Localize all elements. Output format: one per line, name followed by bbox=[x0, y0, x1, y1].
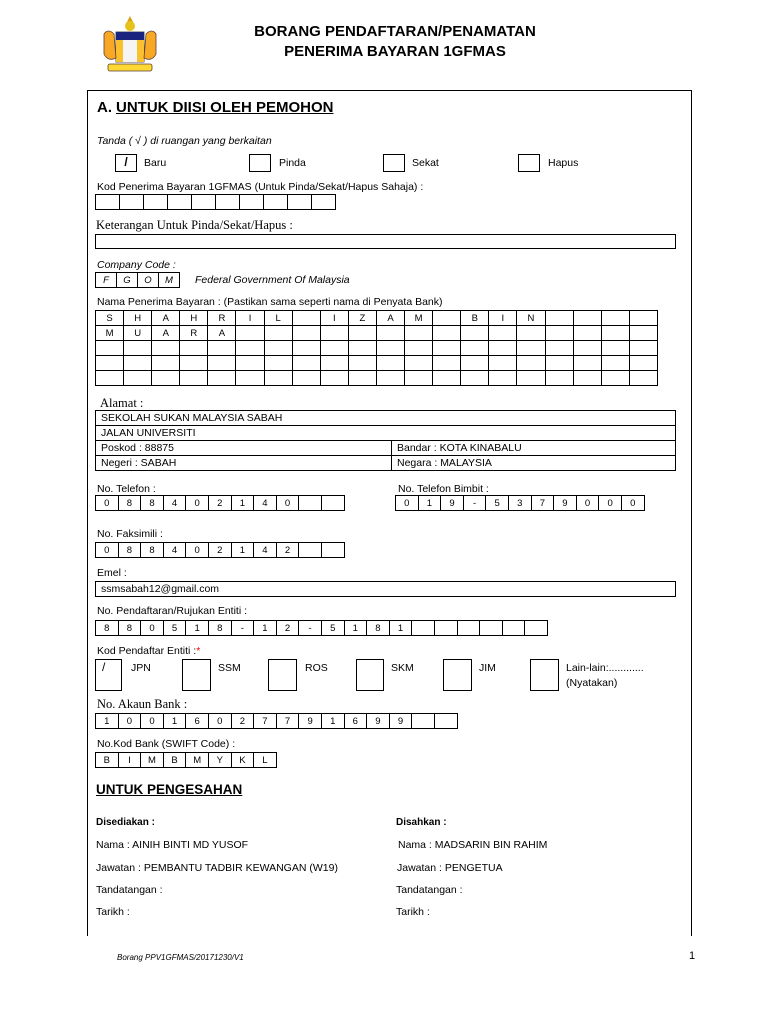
nama-char-cell[interactable] bbox=[573, 311, 601, 326]
nama-char-cell[interactable] bbox=[601, 371, 629, 386]
nama-char-cell[interactable] bbox=[601, 311, 629, 326]
telefon-char-cell[interactable]: 8 bbox=[118, 496, 141, 511]
nama-char-cell[interactable] bbox=[376, 326, 404, 341]
akaun-char-cell[interactable]: 9 bbox=[389, 714, 412, 729]
section-a-title: UNTUK DIISI OLEH PEMOHON bbox=[116, 99, 334, 116]
nama-char-cell[interactable] bbox=[433, 311, 461, 326]
checkbox-ros[interactable] bbox=[268, 659, 297, 691]
telefon-char-cell[interactable] bbox=[321, 496, 344, 511]
kod-penerima-grid[interactable] bbox=[95, 194, 336, 210]
swift-char-cell[interactable]: M bbox=[141, 753, 164, 768]
swift-char-cell[interactable]: B bbox=[96, 753, 119, 768]
label-sekat: Sekat bbox=[412, 157, 439, 169]
nama-char-cell[interactable] bbox=[180, 356, 208, 371]
nama-char-cell[interactable] bbox=[573, 356, 601, 371]
nama-char-cell[interactable]: U bbox=[124, 326, 152, 341]
nama-char-cell[interactable] bbox=[208, 356, 236, 371]
faksimili-char-cell[interactable]: 2 bbox=[276, 543, 299, 558]
faksimili-char-cell[interactable]: 8 bbox=[141, 543, 164, 558]
nama-char-cell[interactable] bbox=[545, 371, 573, 386]
swift-char-cell[interactable]: B bbox=[163, 753, 186, 768]
nama-char-cell[interactable] bbox=[292, 311, 320, 326]
nama-char-cell[interactable] bbox=[320, 326, 348, 341]
instruction-text: Tanda ( √ ) di ruangan yang berkaitan bbox=[97, 135, 272, 147]
label-ssm: SSM bbox=[218, 662, 241, 674]
tandatangan-disediakan: Tandatangan : bbox=[96, 884, 163, 896]
nama-char-cell[interactable] bbox=[405, 356, 433, 371]
pendaftaran-char-cell[interactable]: 5 bbox=[321, 621, 344, 636]
nama-char-cell[interactable]: A bbox=[152, 311, 180, 326]
faksimili-char-cell[interactable]: 8 bbox=[118, 543, 141, 558]
swift-char-cell[interactable]: I bbox=[118, 753, 141, 768]
nama-char-cell[interactable] bbox=[601, 326, 629, 341]
nama-char-cell[interactable] bbox=[489, 371, 517, 386]
nama-char-cell[interactable]: L bbox=[264, 311, 292, 326]
nama-char-cell[interactable] bbox=[292, 341, 320, 356]
nama-char-cell[interactable] bbox=[629, 356, 657, 371]
nama-char-cell[interactable] bbox=[489, 341, 517, 356]
nama-char-cell[interactable]: A bbox=[152, 326, 180, 341]
nama-char-cell[interactable]: H bbox=[180, 311, 208, 326]
alamat-line1[interactable]: SEKOLAH SUKAN MALAYSIA SABAH bbox=[96, 411, 676, 426]
nama-char-cell[interactable] bbox=[461, 356, 489, 371]
label-baru: Baru bbox=[144, 157, 167, 169]
nama-char-cell[interactable] bbox=[461, 371, 489, 386]
nama-char-cell[interactable] bbox=[629, 371, 657, 386]
telefon-bimbit-char-cell[interactable]: 0 bbox=[396, 496, 419, 511]
pendaftaran-char-cell[interactable]: 1 bbox=[186, 621, 209, 636]
swift-char-cell[interactable]: M bbox=[186, 753, 209, 768]
nama-penerima-grid[interactable] bbox=[95, 310, 658, 386]
nama-char-cell[interactable]: I bbox=[489, 311, 517, 326]
nama-char-cell[interactable]: R bbox=[180, 326, 208, 341]
nama-char-cell[interactable] bbox=[376, 356, 404, 371]
akaun-char-cell[interactable]: 1 bbox=[163, 714, 186, 729]
telefon-label: No. Telefon : bbox=[97, 483, 156, 495]
pendaftaran-char-cell[interactable] bbox=[434, 621, 457, 636]
nama-char-cell[interactable] bbox=[629, 311, 657, 326]
nama-char-cell[interactable] bbox=[433, 371, 461, 386]
nama-char-cell[interactable] bbox=[461, 326, 489, 341]
akaun-char-cell[interactable]: 9 bbox=[367, 714, 390, 729]
nama-char-cell[interactable]: N bbox=[517, 311, 545, 326]
akaun-char-cell[interactable]: 7 bbox=[276, 714, 299, 729]
nama-char-cell[interactable] bbox=[152, 341, 180, 356]
nama-char-cell[interactable] bbox=[517, 371, 545, 386]
telefon-char-cell[interactable]: 0 bbox=[276, 496, 299, 511]
kod-pendaftar-text: Kod Pendaftar Entiti : bbox=[97, 645, 197, 657]
akaun-char-cell[interactable]: 7 bbox=[254, 714, 277, 729]
nama-char-cell[interactable]: A bbox=[376, 311, 404, 326]
jawatan-disediakan: Jawatan : PEMBANTU TADBIR KEWANGAN (W19) bbox=[96, 862, 338, 874]
emel-field[interactable]: ssmsabah12@gmail.com bbox=[95, 581, 676, 597]
swift-char-cell[interactable]: L bbox=[254, 753, 277, 768]
pendaftaran-grid[interactable] bbox=[95, 620, 548, 636]
akaun-char-cell[interactable]: 0 bbox=[208, 714, 231, 729]
nama-char-cell[interactable] bbox=[208, 341, 236, 356]
keterangan-label: Keterangan Untuk Pinda/Sekat/Hapus : bbox=[96, 218, 293, 232]
nama-char-cell[interactable] bbox=[264, 326, 292, 341]
nama-char-cell[interactable] bbox=[517, 326, 545, 341]
telefon-bimbit-char-cell[interactable]: 0 bbox=[621, 496, 644, 511]
telefon-char-cell[interactable]: 0 bbox=[96, 496, 119, 511]
nama-disediakan: Nama : AINIH BINTI MD YUSOF bbox=[96, 839, 249, 851]
akaun-label: No. Akaun Bank : bbox=[97, 697, 188, 711]
pendaftaran-char-cell[interactable] bbox=[457, 621, 480, 636]
faksimili-grid[interactable] bbox=[95, 542, 345, 558]
label-hapus: Hapus bbox=[548, 157, 579, 169]
nama-label: Nama Penerima Bayaran : (Pastikan sama seperti nama di Penyata Bank) bbox=[97, 296, 443, 308]
nama-char-cell[interactable] bbox=[376, 371, 404, 386]
akaun-char-cell[interactable]: 0 bbox=[141, 714, 164, 729]
nama-char-cell[interactable] bbox=[348, 371, 376, 386]
telefon-bimbit-char-cell[interactable]: 3 bbox=[508, 496, 531, 511]
nama-char-cell[interactable] bbox=[180, 371, 208, 386]
form-title-line1: BORANG PENDAFTARAN/PENAMATAN bbox=[254, 23, 536, 40]
telefon-bimbit-grid[interactable] bbox=[395, 495, 645, 511]
tarikh-disahkan: Tarikh : bbox=[396, 906, 430, 918]
nama-char-cell[interactable] bbox=[124, 356, 152, 371]
nama-char-cell[interactable] bbox=[264, 356, 292, 371]
nama-char-cell[interactable] bbox=[517, 341, 545, 356]
nama-char-cell[interactable] bbox=[236, 326, 264, 341]
akaun-char-cell[interactable]: 1 bbox=[96, 714, 119, 729]
telefon-char-cell[interactable]: 0 bbox=[186, 496, 209, 511]
form-frame bbox=[87, 90, 692, 936]
faksimili-char-cell[interactable]: 2 bbox=[208, 543, 231, 558]
pendaftaran-char-cell[interactable]: 0 bbox=[141, 621, 164, 636]
checkbox-pinda[interactable] bbox=[249, 154, 271, 172]
nama-char-cell[interactable] bbox=[180, 341, 208, 356]
nama-char-cell[interactable]: I bbox=[320, 311, 348, 326]
checkbox-jpn[interactable]: / bbox=[95, 659, 122, 691]
keterangan-field[interactable] bbox=[95, 234, 676, 249]
pendaftaran-char-cell[interactable]: 1 bbox=[254, 621, 277, 636]
nama-char-cell[interactable] bbox=[405, 341, 433, 356]
pendaftaran-char-cell[interactable]: 2 bbox=[276, 621, 299, 636]
akaun-char-cell[interactable]: 9 bbox=[299, 714, 322, 729]
company-code-grid bbox=[95, 272, 180, 288]
faksimili-char-cell[interactable] bbox=[321, 543, 344, 558]
alamat-table[interactable] bbox=[95, 410, 676, 471]
company-name: Federal Government Of Malaysia bbox=[195, 274, 350, 286]
bandar-cell[interactable]: Bandar : KOTA KINABALU bbox=[392, 441, 676, 456]
nama-char-cell[interactable] bbox=[124, 371, 152, 386]
nama-char-cell[interactable] bbox=[236, 356, 264, 371]
disahkan-label: Disahkan : bbox=[396, 817, 447, 828]
company-code-char: F bbox=[96, 273, 117, 288]
nama-char-cell[interactable] bbox=[573, 371, 601, 386]
telefon-char-cell[interactable]: 8 bbox=[141, 496, 164, 511]
telefon-bimbit-char-cell[interactable]: - bbox=[463, 496, 486, 511]
nama-char-cell[interactable] bbox=[601, 341, 629, 356]
faksimili-label: No. Faksimili : bbox=[97, 528, 163, 540]
nama-char-cell[interactable] bbox=[124, 341, 152, 356]
negara-cell[interactable]: Negara : MALAYSIA bbox=[392, 456, 676, 471]
poskod-cell[interactable]: Poskod : 88875 bbox=[96, 441, 392, 456]
nama-char-cell[interactable] bbox=[96, 356, 124, 371]
nama-char-cell[interactable] bbox=[292, 356, 320, 371]
nama-char-cell[interactable] bbox=[320, 341, 348, 356]
nama-char-cell[interactable] bbox=[433, 341, 461, 356]
nama-char-cell[interactable] bbox=[517, 356, 545, 371]
label-skm: SKM bbox=[391, 662, 414, 674]
pendaftaran-char-cell[interactable]: 8 bbox=[96, 621, 119, 636]
akaun-char-cell[interactable] bbox=[412, 714, 435, 729]
nama-char-cell[interactable]: M bbox=[405, 311, 433, 326]
telefon-bimbit-label: No. Telefon Bimbit : bbox=[398, 483, 489, 495]
negeri-cell[interactable]: Negeri : SABAH bbox=[96, 456, 392, 471]
nama-char-cell[interactable] bbox=[545, 326, 573, 341]
akaun-char-cell[interactable]: 6 bbox=[344, 714, 367, 729]
nama-char-cell[interactable] bbox=[573, 341, 601, 356]
pendaftaran-char-cell[interactable] bbox=[525, 621, 548, 636]
pendaftaran-char-cell[interactable] bbox=[480, 621, 503, 636]
alamat-line2[interactable]: JALAN UNIVERSITI bbox=[96, 426, 676, 441]
faksimili-char-cell[interactable]: 4 bbox=[163, 543, 186, 558]
nama-char-cell[interactable] bbox=[96, 341, 124, 356]
nama-char-cell[interactable] bbox=[629, 341, 657, 356]
required-asterisk: * bbox=[196, 645, 201, 657]
akaun-bank-grid[interactable] bbox=[95, 713, 458, 729]
nama-char-cell[interactable] bbox=[348, 326, 376, 341]
faksimili-char-cell[interactable]: 1 bbox=[231, 543, 254, 558]
alamat-label: Alamat : bbox=[100, 396, 144, 410]
checkbox-sekat[interactable] bbox=[383, 154, 405, 172]
label-jim: JIM bbox=[479, 662, 496, 674]
label-nyatakan: (Nyatakan) bbox=[566, 677, 618, 689]
nama-char-cell[interactable] bbox=[292, 371, 320, 386]
nama-char-cell[interactable]: I bbox=[236, 311, 264, 326]
telefon-grid[interactable] bbox=[95, 495, 345, 511]
nama-char-cell[interactable] bbox=[152, 356, 180, 371]
pendaftaran-char-cell[interactable]: 8 bbox=[208, 621, 231, 636]
akaun-char-cell[interactable]: 2 bbox=[231, 714, 254, 729]
pendaftaran-char-cell[interactable]: 8 bbox=[118, 621, 141, 636]
nama-char-cell[interactable] bbox=[152, 371, 180, 386]
form-code-footer: Borang PPV1GFMAS/20171230/V1 bbox=[117, 953, 244, 962]
nama-char-cell[interactable] bbox=[264, 341, 292, 356]
nama-char-cell[interactable] bbox=[489, 356, 517, 371]
nama-char-cell[interactable] bbox=[292, 326, 320, 341]
pendaftaran-char-cell[interactable] bbox=[412, 621, 435, 636]
telefon-bimbit-char-cell[interactable]: 5 bbox=[486, 496, 509, 511]
pendaftaran-char-cell[interactable]: 8 bbox=[367, 621, 390, 636]
akaun-char-cell[interactable] bbox=[434, 714, 457, 729]
nama-char-cell[interactable] bbox=[320, 371, 348, 386]
telefon-char-cell[interactable]: 2 bbox=[208, 496, 231, 511]
malaysia-crest-logo bbox=[96, 14, 164, 78]
section-a-letter: A. bbox=[97, 99, 112, 116]
section-a-heading bbox=[97, 99, 334, 116]
nama-char-cell[interactable] bbox=[405, 326, 433, 341]
nama-char-cell[interactable] bbox=[545, 311, 573, 326]
nama-char-cell[interactable]: R bbox=[208, 311, 236, 326]
nama-char-cell[interactable] bbox=[573, 326, 601, 341]
tarikh-disediakan: Tarikh : bbox=[96, 906, 130, 918]
faksimili-char-cell[interactable]: 0 bbox=[186, 543, 209, 558]
nama-char-cell[interactable] bbox=[461, 341, 489, 356]
pendaftaran-char-cell[interactable] bbox=[502, 621, 525, 636]
nama-char-cell[interactable] bbox=[376, 341, 404, 356]
nama-char-cell[interactable] bbox=[489, 326, 517, 341]
nama-char-cell[interactable] bbox=[320, 356, 348, 371]
label-pinda: Pinda bbox=[279, 157, 306, 169]
nama-char-cell[interactable] bbox=[433, 326, 461, 341]
nama-char-cell[interactable]: H bbox=[124, 311, 152, 326]
company-code-char: M bbox=[159, 273, 180, 288]
telefon-char-cell[interactable]: 4 bbox=[254, 496, 277, 511]
nama-char-cell[interactable] bbox=[545, 341, 573, 356]
nama-char-cell[interactable] bbox=[208, 371, 236, 386]
nama-char-cell[interactable] bbox=[601, 356, 629, 371]
jawatan-disahkan: Jawatan : PENGETUA bbox=[397, 862, 503, 874]
emel-label: Emel : bbox=[97, 567, 127, 579]
pendaftaran-char-cell[interactable]: 1 bbox=[389, 621, 412, 636]
checkbox-hapus[interactable] bbox=[518, 154, 540, 172]
telefon-bimbit-char-cell[interactable]: 1 bbox=[418, 496, 441, 511]
pendaftaran-label: No. Pendaftaran/Rujukan Entiti : bbox=[97, 605, 248, 617]
tandatangan-disahkan: Tandatangan : bbox=[396, 884, 463, 896]
checkbox-lain-lain[interactable] bbox=[530, 659, 559, 691]
akaun-char-cell[interactable]: 1 bbox=[321, 714, 344, 729]
swift-char-cell[interactable]: Y bbox=[208, 753, 231, 768]
checkbox-skm[interactable] bbox=[356, 659, 384, 691]
nama-char-cell[interactable] bbox=[405, 371, 433, 386]
nama-char-cell[interactable] bbox=[348, 341, 376, 356]
swift-char-cell[interactable]: K bbox=[231, 753, 254, 768]
telefon-char-cell[interactable] bbox=[299, 496, 322, 511]
telefon-bimbit-char-cell[interactable]: 9 bbox=[441, 496, 464, 511]
form-title-line2: PENERIMA BAYARAN 1GFMAS bbox=[284, 43, 506, 60]
nama-char-cell[interactable] bbox=[264, 371, 292, 386]
nama-char-cell[interactable]: S bbox=[96, 311, 124, 326]
company-code-char: G bbox=[117, 273, 138, 288]
telefon-bimbit-char-cell[interactable]: 0 bbox=[576, 496, 599, 511]
disediakan-label: Disediakan : bbox=[96, 817, 155, 828]
nama-char-cell[interactable]: B bbox=[461, 311, 489, 326]
akaun-char-cell[interactable]: 0 bbox=[118, 714, 141, 729]
page-number: 1 bbox=[689, 950, 696, 962]
company-code-char: O bbox=[138, 273, 159, 288]
nama-char-cell[interactable] bbox=[96, 371, 124, 386]
pendaftaran-char-cell[interactable]: - bbox=[231, 621, 254, 636]
faksimili-char-cell[interactable] bbox=[299, 543, 322, 558]
pendaftaran-char-cell[interactable]: - bbox=[299, 621, 322, 636]
checkbox-ssm[interactable] bbox=[182, 659, 211, 691]
nama-char-cell[interactable] bbox=[236, 341, 264, 356]
pendaftaran-char-cell[interactable]: 1 bbox=[344, 621, 367, 636]
label-ros: ROS bbox=[305, 662, 328, 674]
nama-char-cell[interactable] bbox=[629, 326, 657, 341]
swift-label: No.Kod Bank (SWIFT Code) : bbox=[97, 738, 236, 750]
pengesahan-heading: UNTUK PENGESAHAN bbox=[96, 782, 243, 797]
faksimili-char-cell[interactable]: 4 bbox=[254, 543, 277, 558]
nama-disahkan: Nama : MADSARIN BIN RAHIM bbox=[398, 839, 548, 851]
company-code-label: Company Code : bbox=[97, 259, 176, 271]
label-lain-lain: Lain-lain:............ bbox=[566, 662, 644, 674]
nama-char-cell[interactable] bbox=[348, 356, 376, 371]
nama-char-cell[interactable] bbox=[545, 356, 573, 371]
nama-char-cell[interactable]: M bbox=[96, 326, 124, 341]
nama-char-cell[interactable]: Z bbox=[348, 311, 376, 326]
faksimili-char-cell[interactable]: 0 bbox=[96, 543, 119, 558]
telefon-bimbit-char-cell[interactable]: 7 bbox=[531, 496, 554, 511]
label-jpn: JPN bbox=[131, 662, 151, 674]
telefon-char-cell[interactable]: 1 bbox=[231, 496, 254, 511]
pendaftaran-char-cell[interactable]: 5 bbox=[163, 621, 186, 636]
telefon-bimbit-char-cell[interactable]: 9 bbox=[554, 496, 577, 511]
checkbox-baru[interactable]: / bbox=[115, 154, 137, 172]
akaun-char-cell[interactable]: 6 bbox=[186, 714, 209, 729]
nama-char-cell[interactable]: A bbox=[208, 326, 236, 341]
kod-pendaftar-label bbox=[97, 645, 200, 657]
swift-code-grid[interactable] bbox=[95, 752, 277, 768]
telefon-char-cell[interactable]: 4 bbox=[163, 496, 186, 511]
checkbox-jim[interactable] bbox=[443, 659, 472, 691]
kod-penerima-label: Kod Penerima Bayaran 1GFMAS (Untuk Pinda/Sekat/Hapus Sahaja) : bbox=[97, 181, 424, 193]
telefon-bimbit-char-cell[interactable]: 0 bbox=[599, 496, 622, 511]
nama-char-cell[interactable] bbox=[433, 356, 461, 371]
nama-char-cell[interactable] bbox=[236, 371, 264, 386]
